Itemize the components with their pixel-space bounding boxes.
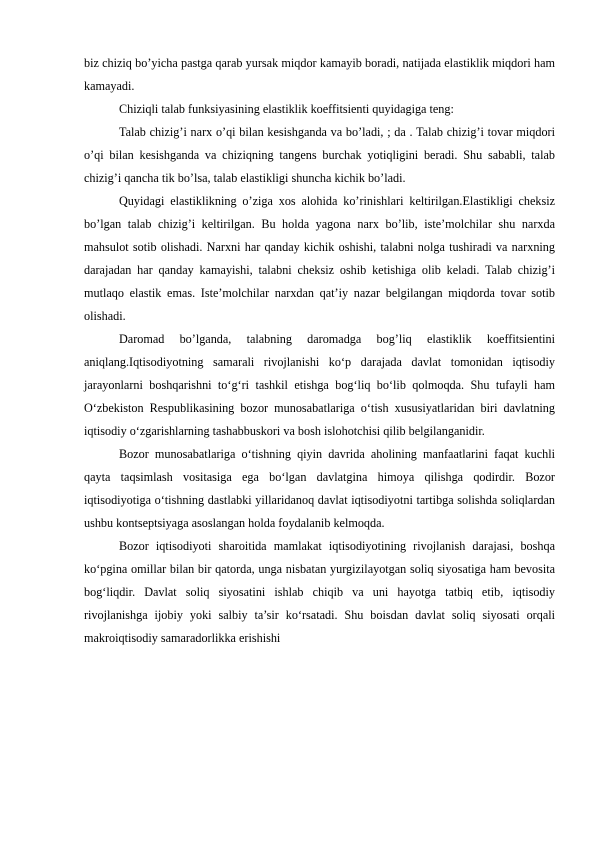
document-page [84,52,555,650]
paragraph-2: Chiziqli talab funksiyasining elastiklik koeffitsienti quyidagiga teng: [119,102,454,116]
paragraph-4: Quyidagi elastiklikning o’ziga xos alohida ko’rinishlari keltirilgan.Elastikligi cheksiz bo’lgan talab chizig’i keltirilgan. Bu holda yagona narx bo’lib, iste’molchilar shu narxda mahsulot sotib olishadi. Narxni har qanday kichik oshishi, talabni nolga tushiradi va narxning darajadan har qanday kamayishi, talabni cheksiz oshib ketishiga olib keladi. Talab chizig’i mutlaqo elastik emas. Iste’molchilar narxdan qat’iy nazar belgilangan miqdorda tovar sotib olishadi. [84,194,555,323]
paragraph-3: Talab chizig’i narx o’qi bilan kesishganda va bo’ladi, ; da . Talab chizig’i tovar miqdori o’qi bilan kesishganda va chiziqning tangens burchak yotiqligini beradi. Shu sababli, talab chizig’i qancha tik bo’lsa, talab elastikligi shuncha kichik bo’ladi. [84,125,555,185]
paragraph-6: Bozor munosabatlariga o‘tishning qiyin davrida aholining manfaatlarini faqat kuchli qayta taqsimlash vositasiga ega bo‘lgan davlatgina himoya qilishga qodirdir. Bozor iqtisodiyotiga o‘tishning dastlabki yillaridanoq davlat iqtisodiyotni tartibga solishda soliqlardan ushbu kontseptsiyaga asoslangan holda foydalanib kelmoqda. [84,447,555,530]
paragraph-7: Bozor iqtisodiyoti sharoitida mamlakat iqtisodiyotining rivojlanish darajasi, boshqa ko‘pgina omillar bilan bir qatorda, unga nisbatan yurgizilayotgan soliq siyosatiga ham bevosita bog‘liqdir. Davlat soliq siyosatini ishlab chiqib va uni hayotga tatbiq etib, iqtisodiy rivojlanishga ijobiy yoki salbiy ta’sir ko‘rsatadi. Shu boisdan davlat soliq siyosati orqali makroiqtisodiy samaradorlikka erishishi [84,539,555,645]
paragraph-1: biz chiziq bo’yicha pastga qarab yursak miqdor kamayib boradi, natijada elastiklik miqdori ham kamayadi. [84,56,555,93]
paragraph-5: Daromad bo’lganda, talabning daromadga bog’liq elastiklik koeffitsientini aniqlang.Iqtisodiyotning samarali rivojlanishi ko‘p darajada davlat tomonidan iqtisodiy jarayonlarni boshqarishni to‘g‘ri tashkil etishga bog‘liq bo‘lib qolmoqda. Shu tufayli ham O‘zbekiston Respublikasining bozor munosabatlariga o‘tish xususiyatlaridan biri davlatning iqtisodiy o‘zgarishlarning tashabbuskori va bosh islohotchisi qilib belgilanganidir. [84,332,555,438]
